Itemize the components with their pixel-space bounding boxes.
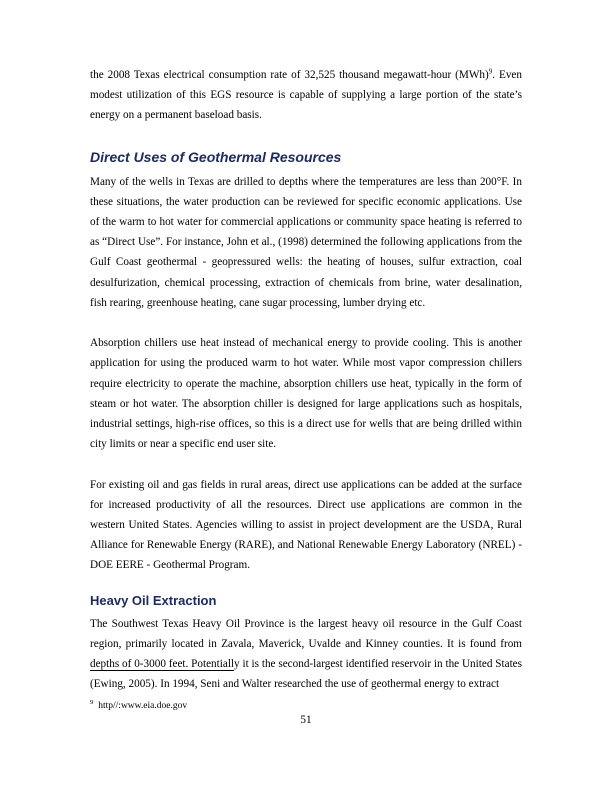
page-number: 51	[300, 714, 312, 726]
page-body	[90, 65, 522, 694]
footnote	[90, 700, 187, 712]
heavy-oil-paragraph-1: The Southwest Texas Heavy Oil Province is the largest heavy oil resource in the Gulf Coast region, primarily located in Zavala, Maverick, Uvalde and Kinney counties. It is found from depths of 0-3000 feet. Potentially it is the second-largest identified reservoir in the United States (Ewing, 2005). In 1994, Seni and Walter researched the use of geothermal energy to extract	[90, 617, 522, 691]
direct-use-paragraph-3: For existing oil and gas fields in rural areas, direct use applications can be added at the surface for increased productivity of all the resources. Direct use applications are common in the western United States. Agencies willing to assist in project development are the USDA, Rural Alliance for Renewable Energy (RARE), and National Renewable Energy Laboratory (NREL) - DOE EERE - Geothermal Program.	[90, 478, 522, 572]
footnote-divider	[90, 670, 234, 671]
intro-text: the 2008 Texas electrical consumption rate of 32,525 thousand megawatt-hour (MWh)	[90, 69, 489, 81]
direct-use-paragraph-1: Many of the wells in Texas are drilled to depths where the temperatures are less than 200°F. In these situations, the water production can be reviewed for specific economic applications. Use of the warm to hot water for commercial applications or community space heating is referred to as “Direct Use”. For instance, John et al., (1998) determined the following applications from the Gulf Coast geothermal - geopressured wells: the heating of houses, sulfur extraction, coal desulfurization, chemical processing, extraction of chemicals from brine, water desalination, fish rearing, greenhouse heating, cane sugar processing, lumber drying etc.	[90, 175, 522, 309]
footnote-reference[interactable]: 9	[488, 67, 493, 76]
footnote-marker: 9	[90, 698, 94, 706]
section-heading-direct-uses: Direct Uses of Geothermal Resources	[90, 148, 342, 165]
intro-paragraph	[90, 65, 522, 126]
direct-use-paragraph-2: Absorption chillers use heat instead of mechanical energy to provide cooling. This is another application for using the produced warm to hot water. While most vapor compression chillers require electricity to operate the machine, absorption chillers use heat, typically in the form of steam or hot water. The absorption chiller is designed for large applications such as hospitals, industrial settings, high-rise offices, so this is a direct use for wells that are being drilled within city limits or near a specific end user site.	[90, 337, 522, 451]
footnote-link[interactable]: http//:www.eia.doe.gov	[98, 701, 188, 711]
intro-text-continued: . Even modest utilization of this EGS resource is capable of supplying a large portion of the state’s energy on a permanent baseload basis.	[90, 69, 522, 122]
section-heading-heavy-oil: Heavy Oil Extraction	[90, 592, 217, 608]
